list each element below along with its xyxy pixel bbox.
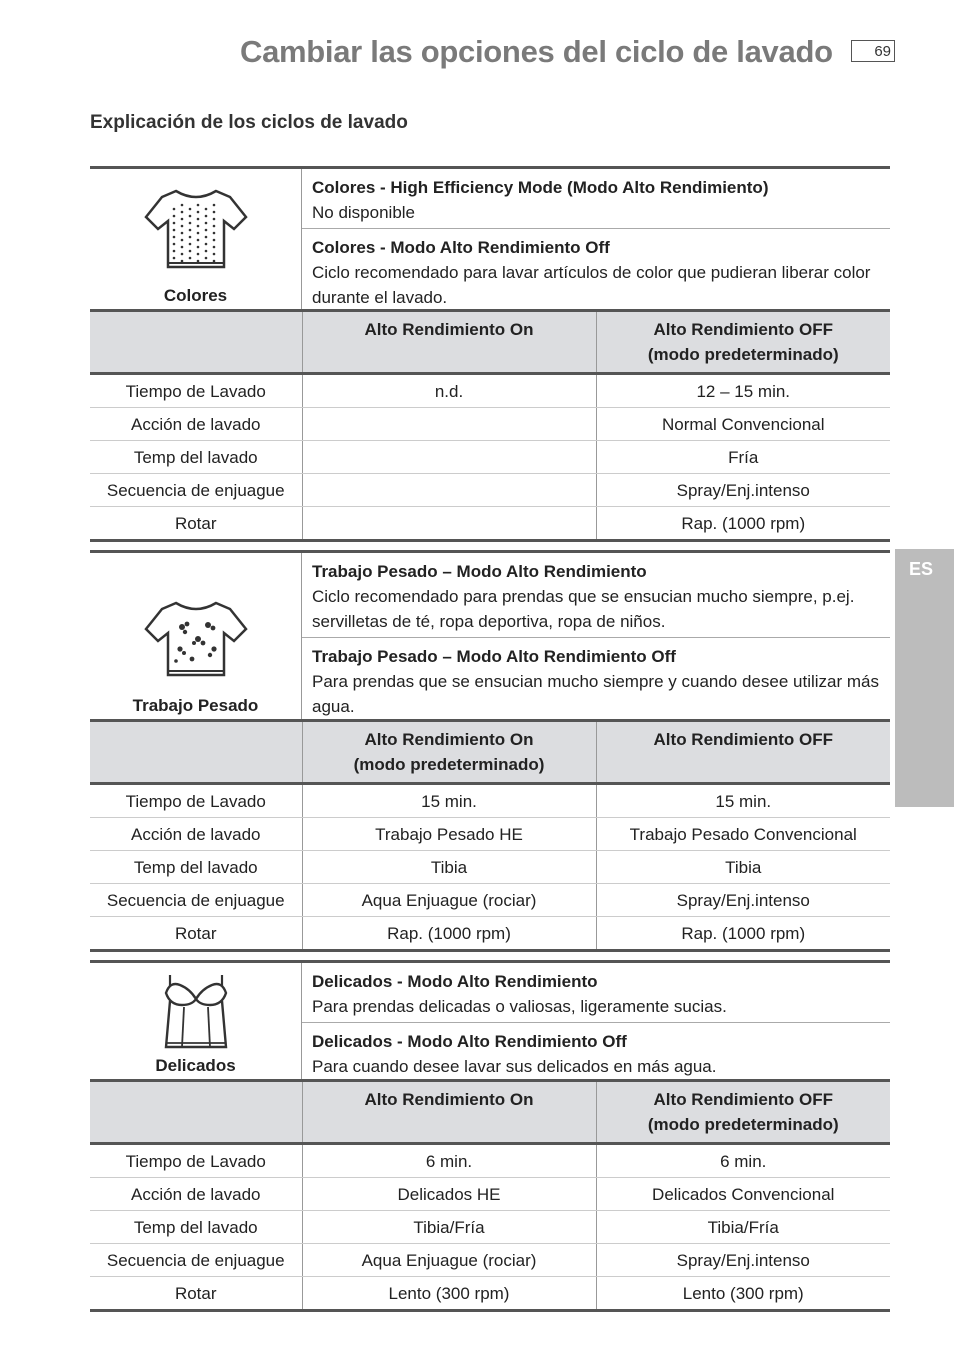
- table-row: [90, 851, 890, 884]
- table-cell: Delicados Convencional: [596, 1178, 890, 1211]
- camisole-icon: [156, 971, 236, 1055]
- table-cell: 15 min.: [302, 784, 596, 818]
- table-cell: [302, 474, 596, 507]
- table-cell: Fría: [596, 441, 890, 474]
- table-row: [90, 1144, 890, 1178]
- table-cell: Lento (300 rpm): [302, 1277, 596, 1311]
- row-label: Rotar: [90, 917, 302, 951]
- row-label: Secuencia de enjuague: [90, 884, 302, 917]
- table-cell: Delicados HE: [302, 1178, 596, 1211]
- cycle-name: Colores: [163, 286, 228, 305]
- row-label: Tiempo de Lavado: [90, 784, 302, 818]
- mode-title: Colores - Modo Alto Rendimiento Off: [312, 238, 610, 257]
- row-label: Tiempo de Lavado: [90, 1144, 302, 1178]
- table-row: [90, 1211, 890, 1244]
- cycle-settings-table: [90, 309, 890, 542]
- table-cell: 6 min.: [302, 1144, 596, 1178]
- table-row: [90, 374, 890, 408]
- table-cell: Rap. (1000 rpm): [302, 917, 596, 951]
- table-row: [90, 408, 890, 441]
- row-label: Acción de lavado: [90, 408, 302, 441]
- table-cell: n.d.: [302, 374, 596, 408]
- table-cell: 15 min.: [596, 784, 890, 818]
- table-row: [90, 884, 890, 917]
- mode-title: Colores - High Efficiency Mode (Modo Alto Rendimiento): [312, 178, 769, 197]
- table-row: [90, 917, 890, 951]
- table-row: [90, 1178, 890, 1211]
- table-cell: 12 – 15 min.: [596, 374, 890, 408]
- table-cell: Rap. (1000 rpm): [596, 917, 890, 951]
- page-number: 69: [851, 40, 895, 62]
- table-cell: Trabajo Pesado Convencional: [596, 818, 890, 851]
- column-header: Alto Rendimiento OFF: [596, 721, 890, 784]
- cycle-block-delicados: [90, 960, 890, 1312]
- table-row: [90, 441, 890, 474]
- row-label: Secuencia de enjuague: [90, 1244, 302, 1277]
- table-cell: Spray/Enj.intenso: [596, 474, 890, 507]
- mode-text: Ciclo recomendado para lavar artículos de color que pudieran liberar color durante el lavado.: [312, 263, 871, 307]
- mode-text: Ciclo recomendado para prendas que se ensucian mucho siempre, p.ej. servilletas de té, ropa deportiva, ropa de niños.: [312, 587, 855, 631]
- table-row: [90, 1277, 890, 1311]
- table-cell: Tibia/Fría: [596, 1211, 890, 1244]
- mode-description: [302, 1022, 890, 1082]
- row-label: Tiempo de Lavado: [90, 374, 302, 408]
- row-label: Rotar: [90, 507, 302, 541]
- cycle-descriptions: [302, 553, 890, 719]
- table-cell: Spray/Enj.intenso: [596, 1244, 890, 1277]
- table-cell: [302, 408, 596, 441]
- mode-description: [302, 169, 890, 228]
- row-label: Secuencia de enjuague: [90, 474, 302, 507]
- table-row: [90, 784, 890, 818]
- row-label: Temp del lavado: [90, 1211, 302, 1244]
- table-cell: Spray/Enj.intenso: [596, 884, 890, 917]
- page-title: Cambiar las opciones del ciclo de lavado: [240, 34, 833, 69]
- cycle-settings-table: [90, 1079, 890, 1312]
- language-tab-label: ES: [909, 559, 934, 579]
- column-header: Alto Rendimiento On (modo predeterminado): [302, 721, 596, 784]
- table-cell: Normal Convencional: [596, 408, 890, 441]
- cycle-block-trabajo-pesado: [90, 550, 890, 952]
- cycle-name: Delicados: [155, 1056, 236, 1075]
- table-cell: Aqua Enjuague (rociar): [302, 884, 596, 917]
- mode-title: Trabajo Pesado – Modo Alto Rendimiento: [312, 562, 647, 581]
- table-cell: Tibia/Fría: [302, 1211, 596, 1244]
- mode-text: Para prendas que se ensucian mucho siempre y cuando desee utilizar más agua.: [312, 672, 879, 716]
- table-row: [90, 474, 890, 507]
- mode-description: [302, 637, 890, 722]
- column-header: [90, 721, 302, 784]
- mode-text: No disponible: [312, 203, 416, 222]
- row-label: Temp del lavado: [90, 441, 302, 474]
- cycle-icon-cell: [90, 553, 302, 719]
- table-cell: Tibia: [302, 851, 596, 884]
- mode-title: Delicados - Modo Alto Rendimiento Off: [312, 1032, 627, 1051]
- mode-text: Para cuando desee lavar sus delicados en más agua.: [312, 1057, 717, 1076]
- column-header: Alto Rendimiento On: [302, 311, 596, 374]
- table-row: [90, 507, 890, 541]
- mode-description: [302, 228, 890, 313]
- mode-title: Delicados - Modo Alto Rendimiento: [312, 972, 598, 991]
- row-label: Rotar: [90, 1277, 302, 1311]
- stained-shirt-icon: [140, 597, 252, 681]
- table-cell: [302, 507, 596, 541]
- cycle-icon-cell: [90, 963, 302, 1079]
- cycle-descriptions: [302, 963, 890, 1079]
- cycle-settings-table: [90, 719, 890, 952]
- mode-description: [302, 553, 890, 637]
- section-title: Explicación de los ciclos de lavado: [90, 112, 408, 133]
- cycle-descriptions: [302, 169, 890, 309]
- mode-text: Para prendas delicadas o valiosas, ligeramente sucias.: [312, 997, 727, 1016]
- table-cell: Aqua Enjuague (rociar): [302, 1244, 596, 1277]
- row-label: Acción de lavado: [90, 1178, 302, 1211]
- table-cell: Tibia: [596, 851, 890, 884]
- column-header: Alto Rendimiento On: [302, 1081, 596, 1144]
- colored-shirt-icon: [140, 183, 252, 273]
- table-cell: 6 min.: [596, 1144, 890, 1178]
- mode-description: [302, 963, 890, 1022]
- row-label: Temp del lavado: [90, 851, 302, 884]
- cycle-name: Trabajo Pesado: [132, 696, 259, 715]
- row-label: Acción de lavado: [90, 818, 302, 851]
- language-tab[interactable]: [895, 549, 954, 807]
- cycle-icon-cell: [90, 169, 302, 309]
- column-header: [90, 311, 302, 374]
- table-cell: Rap. (1000 rpm): [596, 507, 890, 541]
- table-row: [90, 818, 890, 851]
- mode-title: Trabajo Pesado – Modo Alto Rendimiento Off: [312, 647, 676, 666]
- table-cell: [302, 441, 596, 474]
- table-cell: Trabajo Pesado HE: [302, 818, 596, 851]
- column-header: [90, 1081, 302, 1144]
- column-header: Alto Rendimiento OFF (modo predeterminado): [596, 311, 890, 374]
- cycle-block-colores: [90, 166, 890, 542]
- column-header: Alto Rendimiento OFF (modo predeterminado): [596, 1081, 890, 1144]
- table-row: [90, 1244, 890, 1277]
- table-cell: Lento (300 rpm): [596, 1277, 890, 1311]
